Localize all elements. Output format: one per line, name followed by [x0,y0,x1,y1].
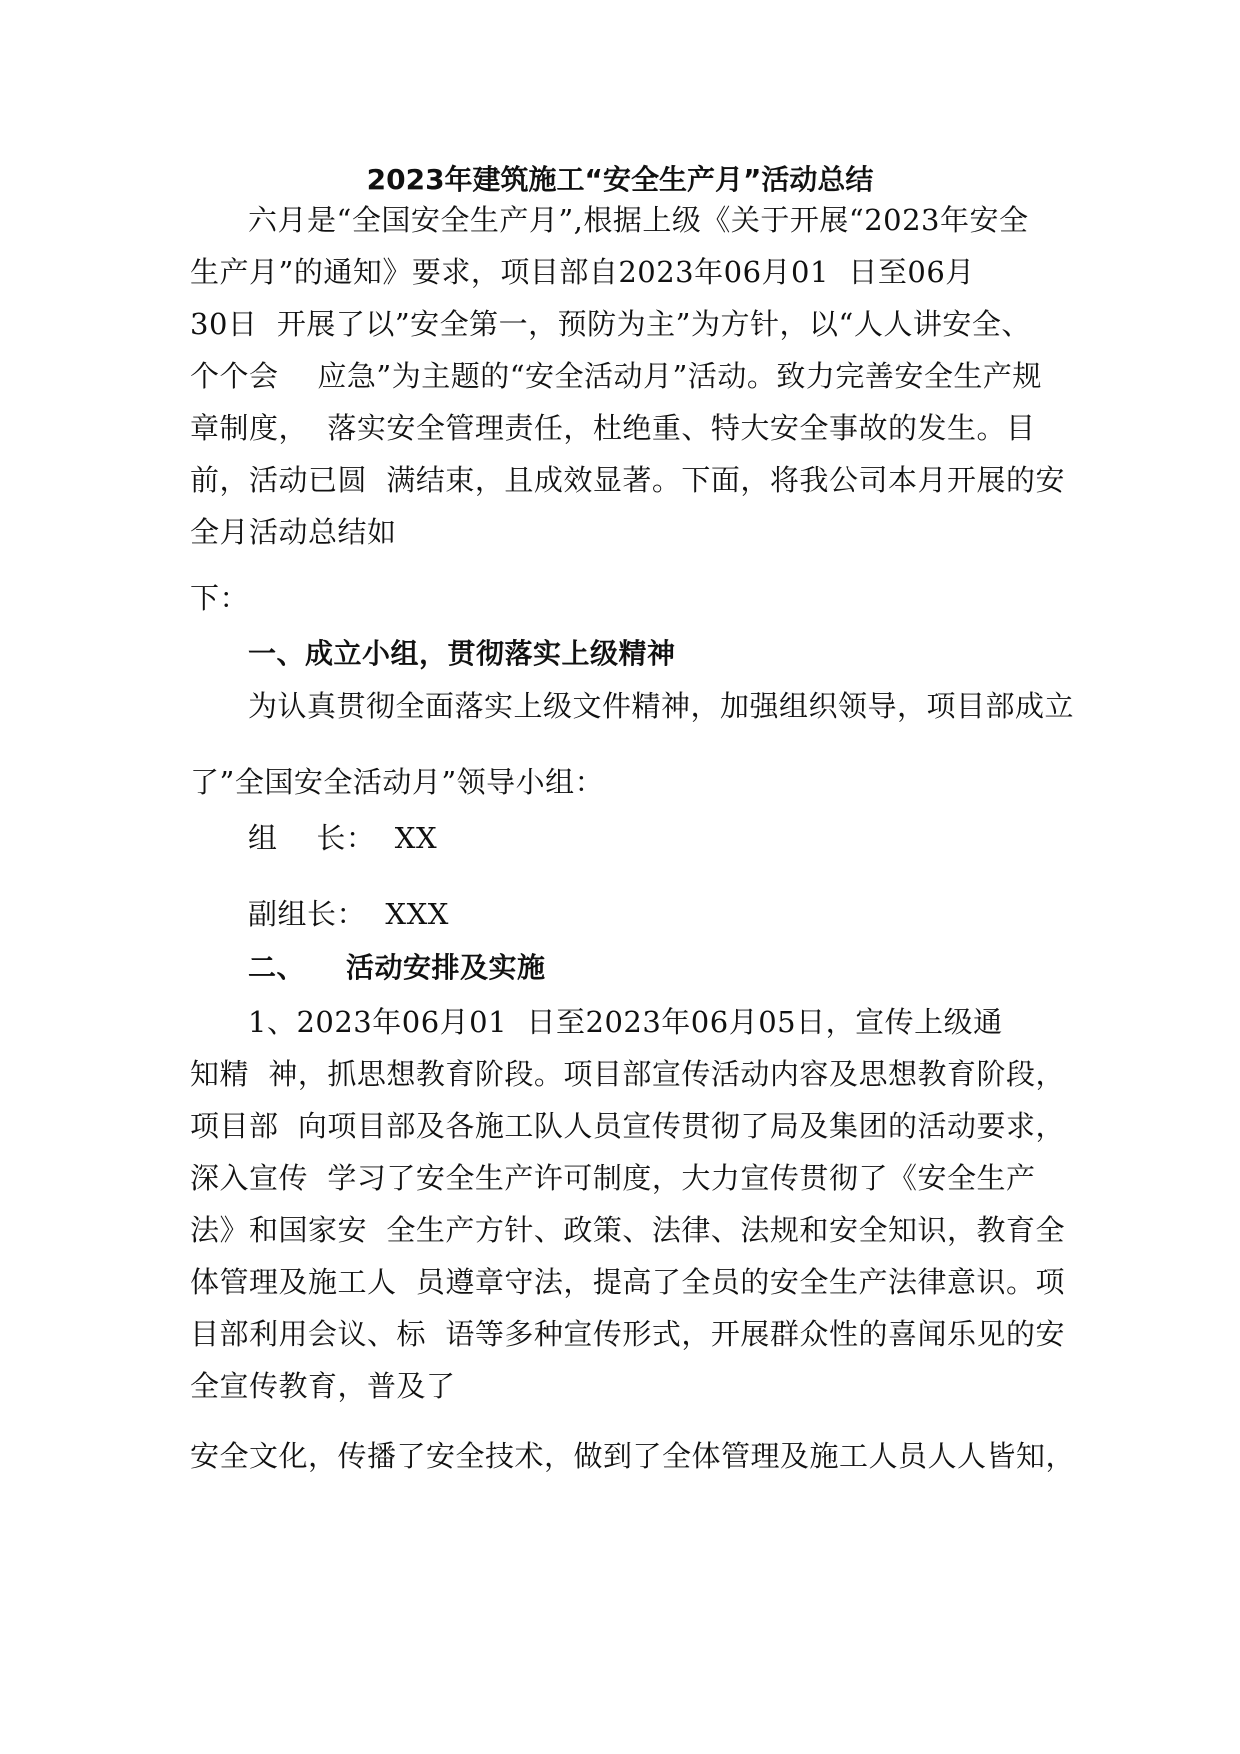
intro-line-5: 章制度， 落实安全管理责任，杜绝重、特大安全事故的发生。目 [190,411,1036,445]
section-2-heading: 二、 活动安排及实施 [248,951,546,984]
item-1-line-5: 法》和国家安 全生产方针、政策、法律、法规和安全知识，教育全 [190,1213,1065,1247]
intro-line-2: 生产月”的通知》要求，项目部自2023年06月01 日至06月 [190,255,975,289]
item-1-line-2: 知精 神，抓思想教育阶段。项目部宣传活动内容及思想教育阶段， [190,1057,1065,1091]
group-leader-line: 组 长： XX [248,821,438,855]
section-1-heading: 一、成立小组，贯彻落实上级精神 [248,637,676,670]
document-title: 2023年建筑施工“安全生产月”活动总结 [366,163,874,196]
section-1-line-1: 为认真贯彻全面落实上级文件精神，加强组织领导，项目部成立 [248,689,1075,723]
intro-line-4: 个个会 应急”为主题的“安全活动月”活动。致力完善安全生产规 [190,359,1042,393]
intro-line-6: 前，活动已圆 满结束，且成效显著。下面，将我公司本月开展的安 [190,463,1065,497]
item-1-line-3: 项目部 向项目部及各施工队人员宣传贯彻了局及集团的活动要求， [190,1109,1065,1143]
item-1-line-7: 目部利用会议、标 语等多种宣传形式，开展群众性的喜闻乐见的安 [190,1317,1065,1351]
item-1-line-1: 1、2023年06月01 日至2023年06月05日，宣传上级通 [248,1005,1003,1039]
intro-line-7: 全月活动总结如 [190,515,397,549]
deputy-leader-line: 副组长： XXX [248,897,449,931]
intro-line-1: 六月是“全国安全生产月”,根据上级《关于开展“2023年安全 [248,203,1029,237]
item-1-tail: 安全文化，传播了安全技术，做到了全体管理及施工人员人人皆知， [190,1439,1076,1473]
item-1-line-6: 体管理及施工人 员遵章守法，提高了全员的安全生产法律意识。项 [190,1265,1065,1299]
intro-tail: 下： [190,581,250,615]
section-1-line-2: 了”全国安全活动月”领导小组： [190,765,605,799]
item-1-line-8: 全宣传教育，普及了 [190,1369,456,1403]
intro-line-3: 30日 开展了以”安全第一，预防为主”为方针，以“人人讲安全、 [190,307,1031,341]
item-1-line-4: 深入宣传 学习了安全生产许可制度，大力宣传贯彻了《安全生产 [190,1161,1036,1195]
